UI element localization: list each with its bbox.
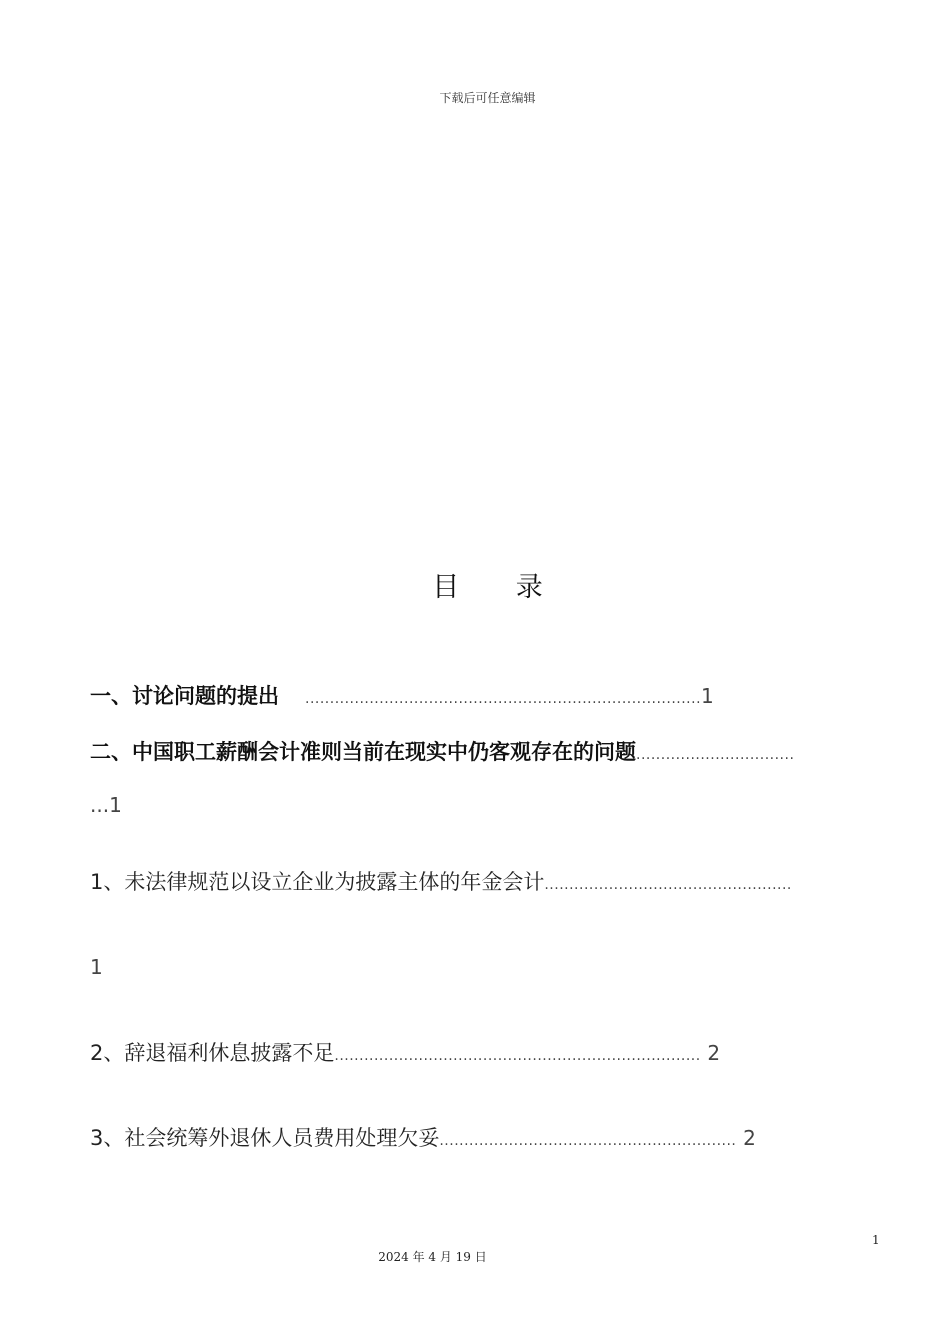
page-number: 1 [872,1233,880,1247]
toc-entry-3-dots: .................................................. [544,877,792,893]
header-note: 下载后可任意编辑 [439,91,536,105]
toc-entry-2-continuation [90,791,122,819]
toc-entry-1-dots: ................................................................................ [305,691,702,707]
toc-entry-1-text: 一、讨论问题的提出 [90,684,279,708]
toc-entry-3[interactable] [90,868,870,899]
toc-entry-4[interactable] [90,1039,810,1070]
toc-entry-2[interactable] [90,738,876,769]
toc-entry-4-dots: .......................................................................... [334,1048,701,1064]
toc-entry-5-dots: ............................................................ [439,1133,737,1149]
toc-entry-1[interactable] [90,682,800,713]
toc-entry-3-page: 1 [90,955,103,979]
toc-entry-4-page: 2 [707,1041,721,1065]
toc-entry-2-page: ...1 [90,793,122,817]
toc-entry-5-page: 2 [743,1126,756,1150]
toc-entry-2-dots: ................................ [636,747,795,763]
toc-title: 目 录 [432,572,567,603]
toc-entry-5-text: 3、社会统筹外退休人员费用处理欠妥 [90,1126,440,1150]
toc-entry-3-text: 1、未法律规范以设立企业为披露主体的年金会计 [90,870,545,894]
toc-entry-4-text: 2、辞退福利休息披露不足 [90,1041,335,1065]
footer-date: 2024 年 4 月 19 日 [378,1250,487,1264]
toc-entry-1-page: 1 [701,684,714,708]
toc-entry-2-text: 二、中国职工薪酬会计准则当前在现实中仍客观存在的问题 [90,740,636,764]
toc-entry-5[interactable] [90,1124,840,1155]
toc-entry-3-continuation [90,953,103,981]
